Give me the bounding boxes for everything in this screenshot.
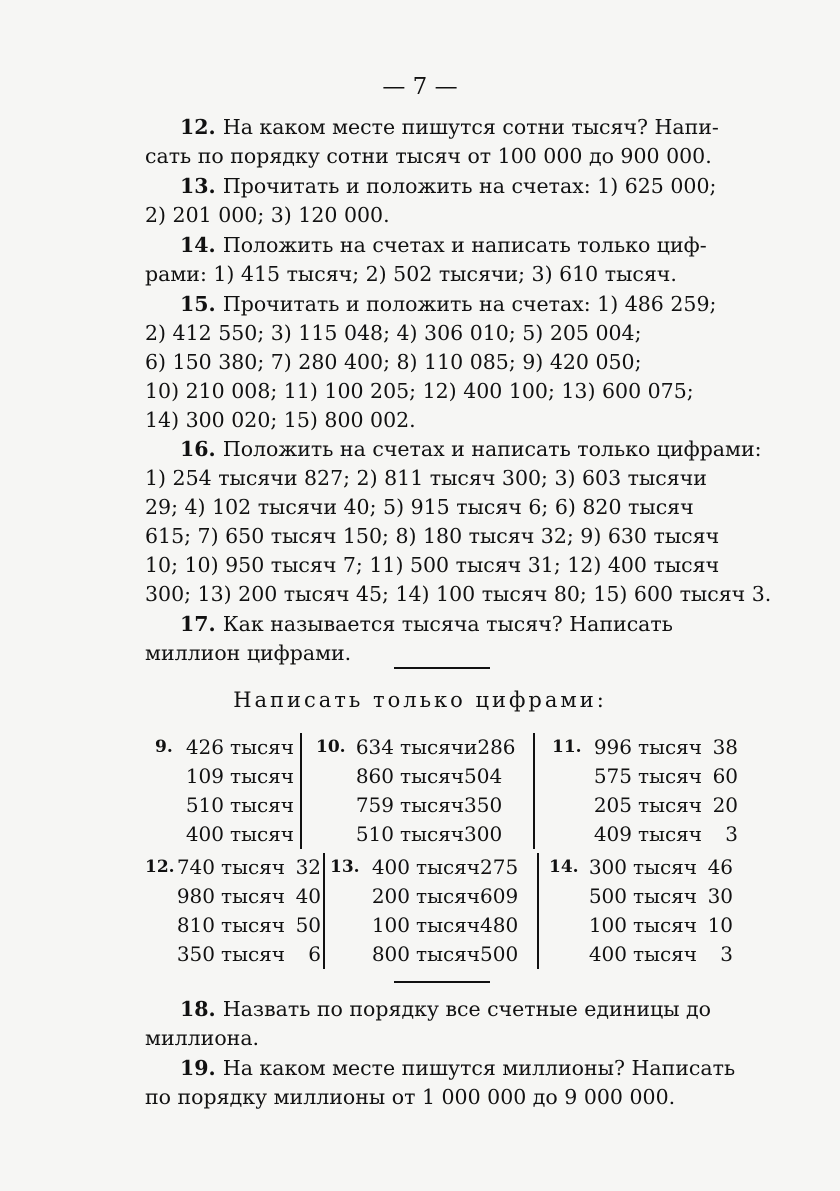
exercise-number: 12. bbox=[180, 115, 223, 139]
number-row bbox=[173, 911, 321, 940]
units-value: 32 bbox=[295, 855, 322, 879]
units-value: 46 bbox=[707, 855, 734, 879]
unit-word: тысячи bbox=[400, 735, 478, 759]
units-value: 3 bbox=[725, 822, 739, 846]
exercise-17 bbox=[145, 610, 740, 668]
number-row bbox=[590, 820, 738, 849]
exercise-line: 12. На каком месте пишутся сотни тысяч? Напи- bbox=[180, 115, 719, 139]
number-row bbox=[585, 911, 733, 940]
exercise-number: 16. bbox=[180, 437, 223, 461]
number-row bbox=[173, 853, 321, 882]
thousands-value: 759 bbox=[355, 793, 394, 817]
unit-word: тысяч bbox=[638, 764, 703, 788]
group-label: 10. bbox=[316, 737, 346, 757]
exercise-line: 615; 7) 650 тысяч 150; 8) 180 тысяч 32; 9) 630 тысяч bbox=[145, 524, 720, 548]
thousands-value: 400 bbox=[588, 942, 627, 966]
unit-word: тысяч bbox=[633, 855, 698, 879]
thousands-value: 426 bbox=[185, 735, 224, 759]
number-row bbox=[368, 911, 519, 940]
exercise-12 bbox=[145, 113, 740, 171]
number-row bbox=[590, 791, 738, 820]
number-row bbox=[352, 762, 513, 791]
thousands-value: 109 bbox=[185, 764, 224, 788]
unit-word: тысяч bbox=[416, 855, 481, 879]
units-value: 20 bbox=[712, 793, 739, 817]
exercise-15 bbox=[145, 290, 740, 435]
number-row bbox=[352, 791, 513, 820]
unit-word: тысяч bbox=[221, 913, 286, 937]
exercise-line: 300; 13) 200 тысяч 45; 14) 100 тысяч 80; 15) 600 тысяч 3. bbox=[145, 582, 772, 606]
exercise-line: 6) 150 380; 7) 280 400; 8) 110 085; 9) 420 050; bbox=[145, 350, 642, 374]
number-row bbox=[368, 882, 519, 911]
unit-word: тысяч bbox=[400, 793, 465, 817]
exercise-line: 10) 210 008; 11) 100 205; 12) 400 100; 13) 600 075; bbox=[145, 379, 694, 403]
number-group bbox=[352, 733, 516, 849]
thousands-value: 740 bbox=[176, 855, 215, 879]
thousands-value: 400 bbox=[371, 855, 410, 879]
thousands-value: 300 bbox=[588, 855, 627, 879]
exercise-line: 14) 300 020; 15) 800 002. bbox=[145, 408, 416, 432]
number-row bbox=[182, 733, 294, 762]
thousands-value: 996 bbox=[593, 735, 632, 759]
unit-word: тысяч bbox=[230, 822, 295, 846]
number-row bbox=[352, 820, 513, 849]
number-row bbox=[368, 853, 519, 882]
group-label: 13. bbox=[330, 857, 360, 877]
number-group bbox=[368, 853, 519, 969]
number-row bbox=[182, 820, 294, 849]
number-row bbox=[585, 853, 733, 882]
group-label: 11. bbox=[552, 737, 582, 757]
unit-word: тысяч bbox=[416, 942, 481, 966]
units-value: 500 bbox=[480, 942, 519, 966]
unit-word: тысяч bbox=[638, 735, 703, 759]
exercise-18 bbox=[145, 995, 740, 1053]
exercise-16 bbox=[145, 435, 772, 609]
exercise-number: 17. bbox=[180, 612, 223, 636]
unit-word: тысяч bbox=[638, 822, 703, 846]
exercise-line: миллион цифрами. bbox=[145, 641, 352, 665]
units-value: 286 bbox=[477, 735, 516, 759]
unit-word: тысяч bbox=[230, 735, 295, 759]
thousands-value: 200 bbox=[371, 884, 410, 908]
exercise-line: рами: 1) 415 тысяч; 2) 502 тысячи; 3) 610 тысяч. bbox=[145, 262, 677, 286]
exercise-13 bbox=[145, 172, 740, 230]
exercise-line: 19. На каком месте пишутся миллионы? Написать bbox=[180, 1056, 736, 1080]
section-divider-bottom bbox=[394, 981, 490, 983]
unit-word: тысяч bbox=[230, 793, 295, 817]
thousands-value: 205 bbox=[593, 793, 632, 817]
unit-word: тысяч bbox=[416, 913, 481, 937]
exercise-line: 2) 201 000; 3) 120 000. bbox=[145, 203, 390, 227]
exercise-number: 14. bbox=[180, 233, 223, 257]
thousands-value: 800 bbox=[371, 942, 410, 966]
thousands-value: 100 bbox=[371, 913, 410, 937]
exercise-number: 19. bbox=[180, 1056, 223, 1080]
group-label: 9. bbox=[155, 737, 173, 757]
exercise-line: 1) 254 тысячи 827; 2) 811 тысяч 300; 3) 603 тысячи bbox=[145, 466, 707, 490]
number-row bbox=[368, 940, 519, 969]
thousands-value: 575 bbox=[593, 764, 632, 788]
number-row bbox=[585, 882, 733, 911]
unit-word: тысяч bbox=[221, 884, 286, 908]
units-value: 3 bbox=[720, 942, 734, 966]
exercise-number: 15. bbox=[180, 292, 223, 316]
number-row bbox=[352, 733, 516, 762]
units-value: 275 bbox=[480, 855, 519, 879]
number-row bbox=[173, 940, 321, 969]
thousands-value: 400 bbox=[185, 822, 224, 846]
exercise-number: 13. bbox=[180, 174, 223, 198]
number-group bbox=[590, 733, 738, 849]
number-row bbox=[173, 882, 321, 911]
unit-word: тысяч bbox=[638, 793, 703, 817]
number-group bbox=[182, 733, 294, 849]
units-value: 300 bbox=[464, 822, 503, 846]
exercise-19 bbox=[145, 1054, 740, 1112]
unit-word: тысяч bbox=[633, 942, 698, 966]
units-value: 609 bbox=[480, 884, 519, 908]
thousands-value: 100 bbox=[588, 913, 627, 937]
thousands-value: 860 bbox=[355, 764, 394, 788]
exercise-line: по порядку миллионы от 1 000 000 до 9 000 000. bbox=[145, 1085, 676, 1109]
thousands-value: 634 bbox=[355, 735, 394, 759]
exercise-number: 18. bbox=[180, 997, 223, 1021]
number-row bbox=[182, 791, 294, 820]
exercise-line: 15. Прочитать и положить на счетах: 1) 486 259; bbox=[180, 292, 717, 316]
unit-word: тысяч bbox=[633, 884, 698, 908]
exercise-line: 13. Прочитать и положить на счетах: 1) 625 000; bbox=[180, 174, 717, 198]
unit-word: тысяч bbox=[221, 855, 286, 879]
exercise-line: 10; 10) 950 тысяч 7; 11) 500 тысяч 31; 12) 400 тысяч bbox=[145, 553, 720, 577]
unit-word: тысяч bbox=[221, 942, 286, 966]
number-row bbox=[590, 733, 738, 762]
units-value: 350 bbox=[464, 793, 503, 817]
thousands-value: 510 bbox=[355, 822, 394, 846]
units-value: 480 bbox=[480, 913, 519, 937]
exercise-line: 18. Назвать по порядку все счетные единицы до bbox=[180, 997, 711, 1021]
units-value: 50 bbox=[295, 913, 322, 937]
number-row bbox=[182, 762, 294, 791]
unit-word: тысяч bbox=[400, 764, 465, 788]
units-value: 40 bbox=[295, 884, 322, 908]
units-value: 504 bbox=[464, 764, 503, 788]
page-number: — 7 — bbox=[382, 74, 458, 100]
unit-word: тысяч bbox=[633, 913, 698, 937]
number-group bbox=[173, 853, 321, 969]
column-divider bbox=[533, 733, 535, 849]
thousands-value: 409 bbox=[593, 822, 632, 846]
thousands-value: 350 bbox=[176, 942, 215, 966]
units-value: 30 bbox=[707, 884, 734, 908]
unit-word: тысяч bbox=[416, 884, 481, 908]
unit-word: тысяч bbox=[400, 822, 465, 846]
column-divider bbox=[323, 853, 325, 969]
exercise-line: 16. Положить на счетах и написать только цифрами: bbox=[180, 437, 762, 461]
thousands-value: 980 bbox=[176, 884, 215, 908]
exercise-line: 14. Положить на счетах и написать только циф- bbox=[180, 233, 707, 257]
exercise-line: 17. Как называется тысяча тысяч? Написать bbox=[180, 612, 673, 636]
units-value: 60 bbox=[712, 764, 739, 788]
section-title: Написать только цифрами: bbox=[233, 688, 607, 712]
units-value: 38 bbox=[712, 735, 739, 759]
section-divider-top bbox=[394, 667, 490, 669]
exercise-line: 29; 4) 102 тысячи 40; 5) 915 тысяч 6; 6) 820 тысяч bbox=[145, 495, 694, 519]
exercise-14 bbox=[145, 231, 740, 289]
number-group bbox=[585, 853, 733, 969]
unit-word: тысяч bbox=[230, 764, 295, 788]
number-row bbox=[585, 940, 733, 969]
thousands-value: 500 bbox=[588, 884, 627, 908]
group-label: 12. bbox=[145, 857, 175, 877]
thousands-value: 510 bbox=[185, 793, 224, 817]
units-value: 6 bbox=[308, 942, 322, 966]
exercise-line: миллиона. bbox=[145, 1026, 260, 1050]
column-divider bbox=[300, 733, 302, 849]
exercise-line: сать по порядку сотни тысяч от 100 000 до 900 000. bbox=[145, 144, 712, 168]
group-label: 14. bbox=[549, 857, 579, 877]
exercise-line: 2) 412 550; 3) 115 048; 4) 306 010; 5) 205 004; bbox=[145, 321, 642, 345]
number-row bbox=[590, 762, 738, 791]
units-value: 10 bbox=[707, 913, 734, 937]
thousands-value: 810 bbox=[176, 913, 215, 937]
column-divider bbox=[537, 853, 539, 969]
